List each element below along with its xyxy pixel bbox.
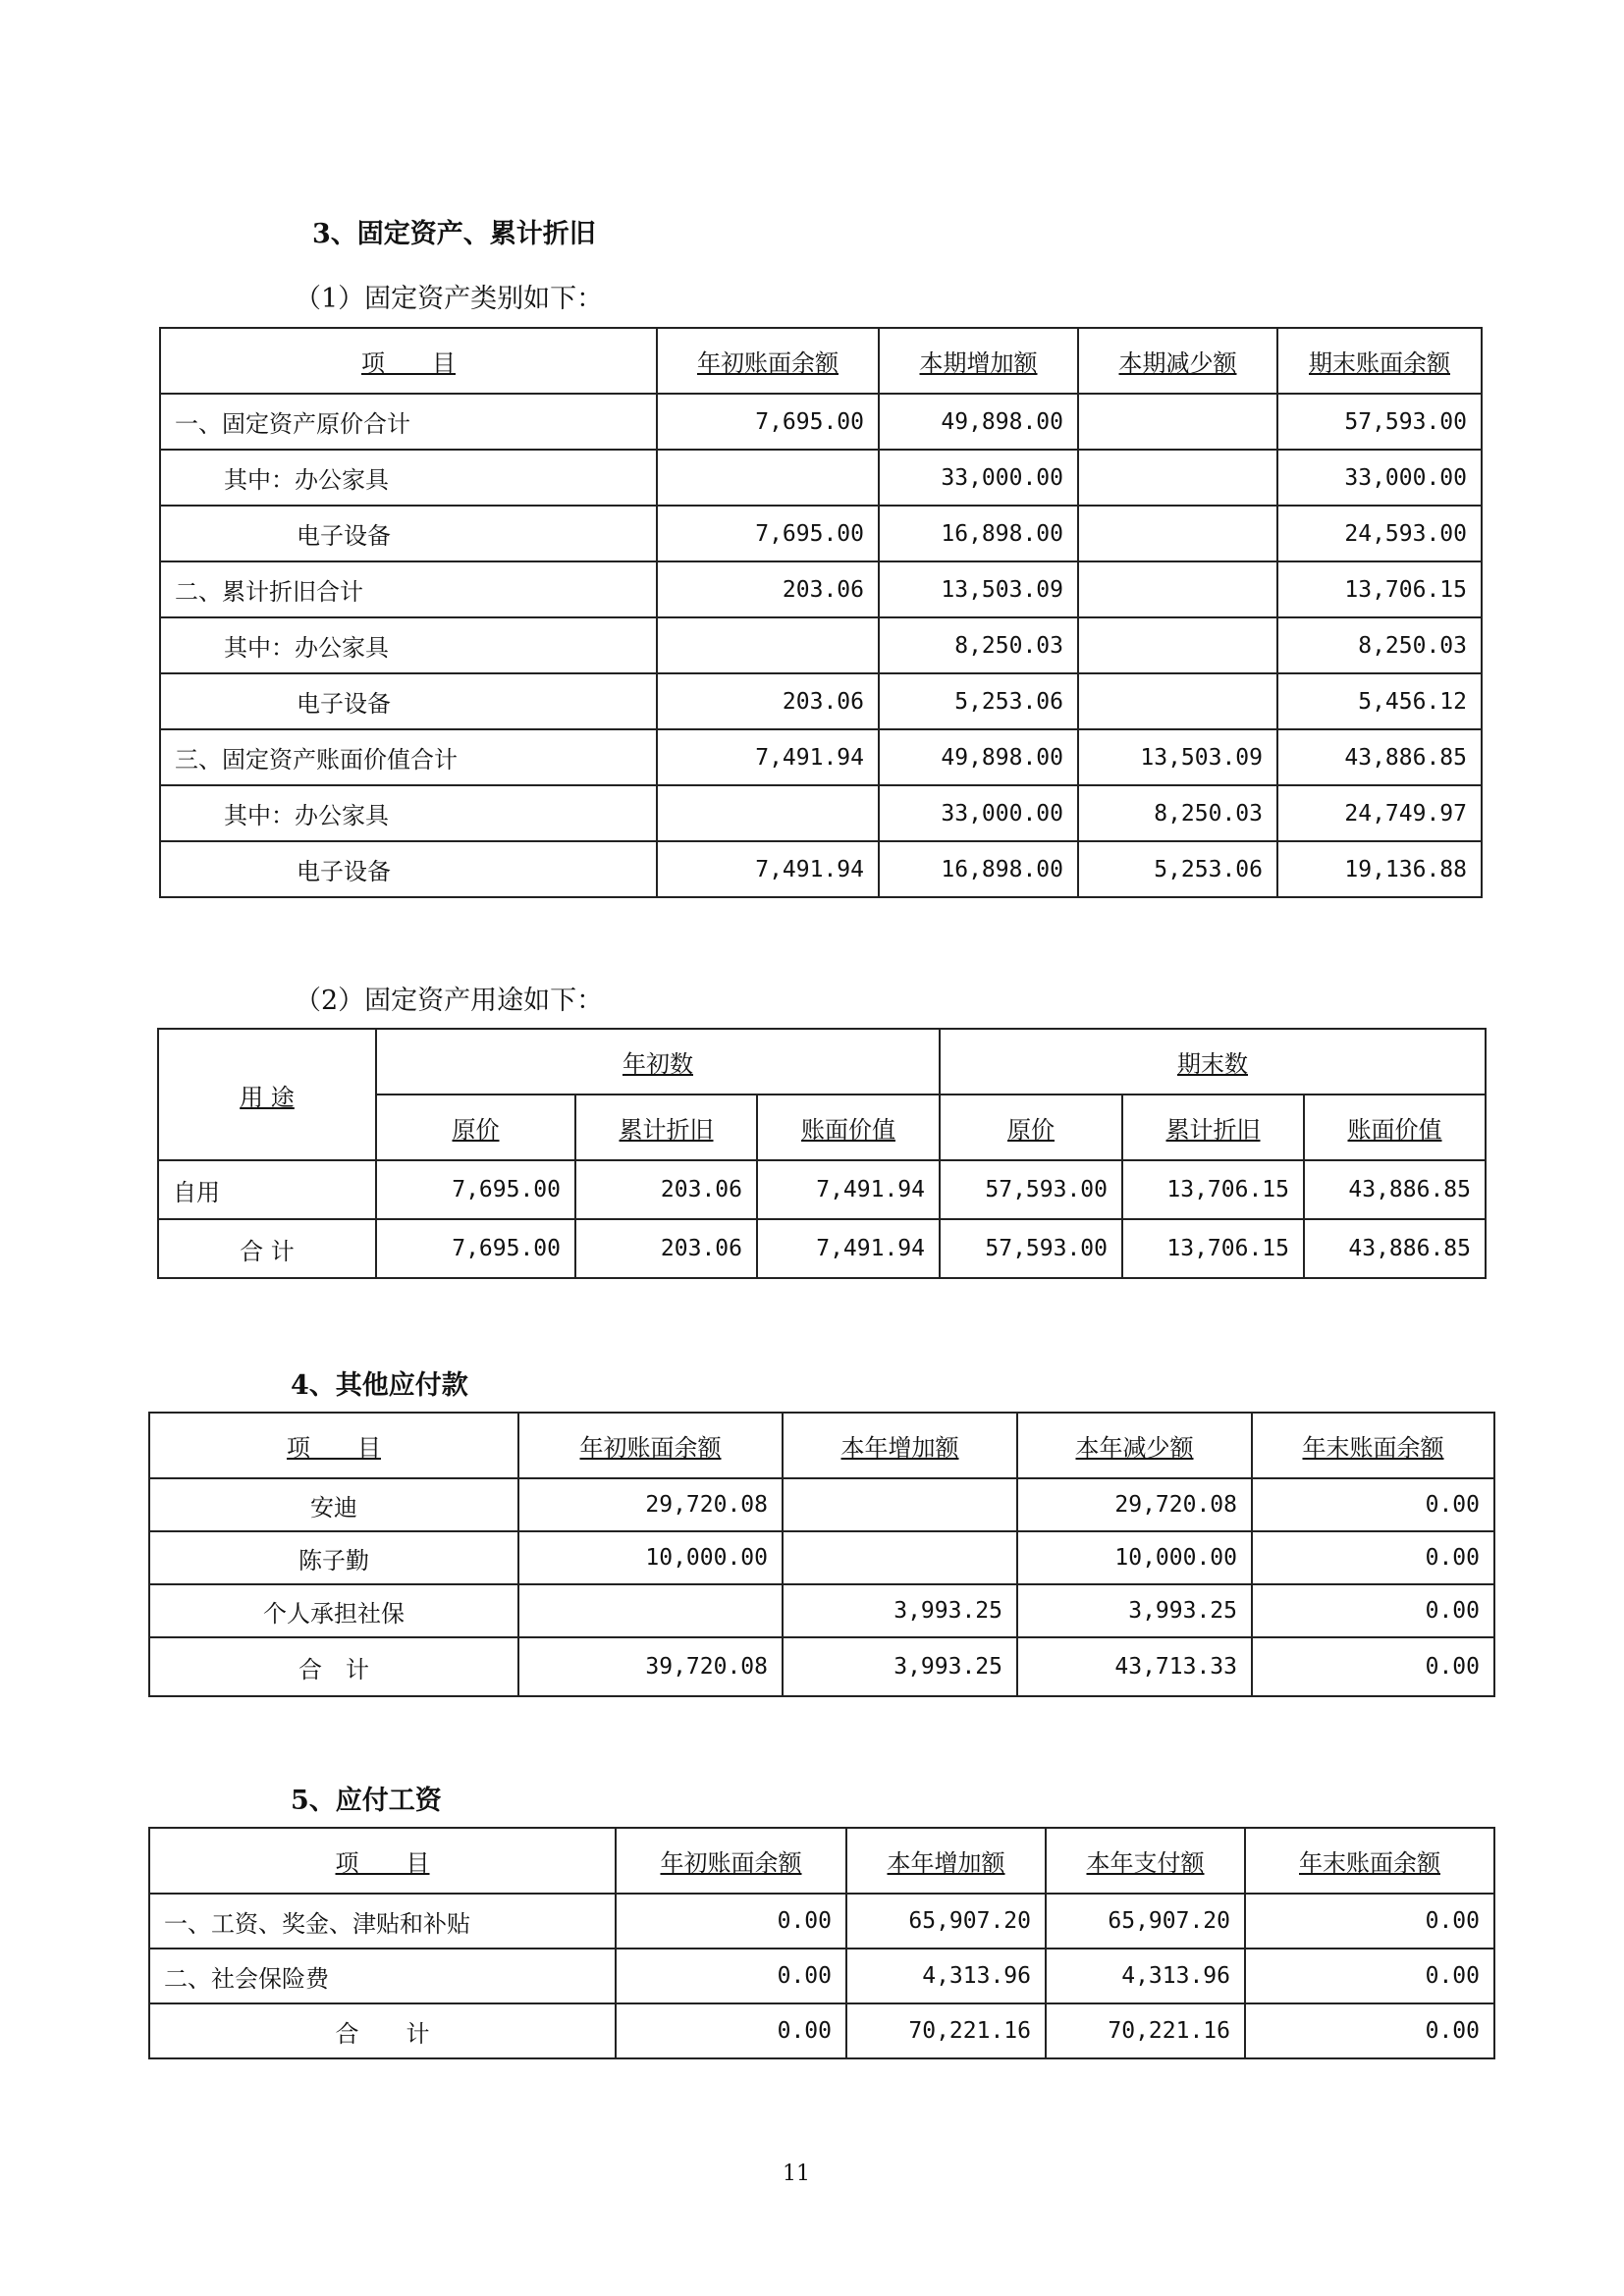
cell: 16,898.00 — [879, 506, 1078, 561]
col-header: 本年增加额 — [783, 1413, 1017, 1478]
cell: 203.06 — [575, 1160, 757, 1219]
section3-sub1: （1）固定资产类别如下： — [295, 284, 604, 314]
table-row — [160, 506, 1482, 561]
col-header: 年末账面余额 — [1245, 1828, 1494, 1894]
cell: 13,706.15 — [1122, 1219, 1304, 1278]
table-row — [160, 785, 1482, 841]
cell: 7,491.94 — [657, 729, 879, 785]
cell — [518, 1584, 783, 1637]
table-row — [160, 394, 1482, 450]
col-header: 年初账面余额 — [518, 1413, 783, 1478]
cell: 33,000.00 — [879, 785, 1078, 841]
cell: 203.06 — [575, 1219, 757, 1278]
cell: 7,695.00 — [376, 1160, 575, 1219]
cell: 49,898.00 — [879, 729, 1078, 785]
col-header: 本年支付额 — [1046, 1828, 1245, 1894]
section5-title: 5、应付工资 — [291, 1786, 442, 1816]
col-header: 本期增加额 — [879, 328, 1078, 394]
cell: 65,907.20 — [1046, 1894, 1245, 1949]
cell: 57,593.00 — [1277, 394, 1482, 450]
col-header: 项 目 — [149, 1413, 518, 1478]
col-header: 账面价值 — [1304, 1095, 1486, 1160]
cell: 43,886.85 — [1304, 1219, 1486, 1278]
cell: 19,136.88 — [1277, 841, 1482, 897]
cell: 5,456.12 — [1277, 673, 1482, 729]
row-label: 合 计 — [149, 2003, 616, 2058]
row-label: 二、累计折旧合计 — [160, 561, 657, 617]
cell: 8,250.03 — [879, 617, 1078, 673]
table-row — [149, 1637, 1494, 1696]
cell: 7,491.94 — [757, 1219, 940, 1278]
cell: 3,993.25 — [783, 1637, 1017, 1696]
table-row — [160, 841, 1482, 897]
cell: 0.00 — [1252, 1531, 1494, 1584]
row-label: 二、社会保险费 — [149, 1949, 616, 2003]
cell: 0.00 — [1245, 2003, 1494, 2058]
col-header: 原价 — [940, 1095, 1122, 1160]
section3-title: 3、固定资产、累计折旧 — [312, 219, 596, 249]
table-row — [160, 561, 1482, 617]
col-header: 累计折旧 — [575, 1095, 757, 1160]
wages-payable-table — [148, 1827, 1495, 2059]
cell: 49,898.00 — [879, 394, 1078, 450]
cell: 7,695.00 — [376, 1219, 575, 1278]
cell — [657, 450, 879, 506]
row-label: 陈子勤 — [149, 1531, 518, 1584]
cell: 10,000.00 — [518, 1531, 783, 1584]
row-label: 安迪 — [149, 1478, 518, 1531]
cell — [1078, 506, 1277, 561]
col-header: 本期减少额 — [1078, 328, 1277, 394]
fixed-asset-usage-table — [157, 1028, 1487, 1279]
table-row — [160, 450, 1482, 506]
fixed-asset-category-table — [159, 327, 1483, 898]
row-label: 电子设备 — [160, 506, 657, 561]
cell: 70,221.16 — [846, 2003, 1046, 2058]
cell: 16,898.00 — [879, 841, 1078, 897]
table-row — [149, 1478, 1494, 1531]
row-label: 一、工资、奖金、津贴和补贴 — [149, 1894, 616, 1949]
cell: 33,000.00 — [1277, 450, 1482, 506]
cell: 203.06 — [657, 561, 879, 617]
cell: 29,720.08 — [518, 1478, 783, 1531]
cell: 7,491.94 — [657, 841, 879, 897]
use-header: 用 途 — [158, 1029, 376, 1160]
cell: 3,993.25 — [1017, 1584, 1252, 1637]
col-header: 年初账面余额 — [657, 328, 879, 394]
row-label: 一、固定资产原价合计 — [160, 394, 657, 450]
cell: 13,503.09 — [1078, 729, 1277, 785]
cell: 65,907.20 — [846, 1894, 1046, 1949]
row-label: 其中：办公家具 — [160, 617, 657, 673]
cell — [1078, 394, 1277, 450]
cell: 7,491.94 — [757, 1160, 940, 1219]
row-label: 合 计 — [149, 1637, 518, 1696]
col-header: 期末账面余额 — [1277, 328, 1482, 394]
col-header: 项 目 — [160, 328, 657, 394]
cell: 33,000.00 — [879, 450, 1078, 506]
page-number: 11 — [783, 2162, 810, 2186]
cell: 13,503.09 — [879, 561, 1078, 617]
cell — [657, 785, 879, 841]
table-row — [149, 1894, 1494, 1949]
cell: 43,886.85 — [1304, 1160, 1486, 1219]
other-payables-table — [148, 1412, 1495, 1697]
table-row — [149, 1584, 1494, 1637]
group-header-start: 年初数 — [376, 1029, 940, 1095]
cell: 43,713.33 — [1017, 1637, 1252, 1696]
col-header: 本年减少额 — [1017, 1413, 1252, 1478]
col-header: 项 目 — [149, 1828, 616, 1894]
table-row — [160, 617, 1482, 673]
cell: 39,720.08 — [518, 1637, 783, 1696]
cell — [1078, 617, 1277, 673]
cell: 0.00 — [616, 1894, 846, 1949]
col-header: 年末账面余额 — [1252, 1413, 1494, 1478]
cell — [657, 617, 879, 673]
row-label: 个人承担社保 — [149, 1584, 518, 1637]
table-row — [149, 2003, 1494, 2058]
cell — [1078, 673, 1277, 729]
cell: 8,250.03 — [1277, 617, 1482, 673]
col-header: 账面价值 — [757, 1095, 940, 1160]
row-label: 三、固定资产账面价值合计 — [160, 729, 657, 785]
table-row — [158, 1219, 1486, 1278]
row-label: 其中：办公家具 — [160, 785, 657, 841]
cell: 29,720.08 — [1017, 1478, 1252, 1531]
cell: 0.00 — [616, 2003, 846, 2058]
cell: 0.00 — [1245, 1949, 1494, 2003]
cell: 43,886.85 — [1277, 729, 1482, 785]
row-label: 电子设备 — [160, 673, 657, 729]
col-header: 累计折旧 — [1122, 1095, 1304, 1160]
cell: 10,000.00 — [1017, 1531, 1252, 1584]
row-label: 合 计 — [158, 1219, 376, 1278]
cell: 8,250.03 — [1078, 785, 1277, 841]
cell: 203.06 — [657, 673, 879, 729]
section4-title: 4、其他应付款 — [291, 1370, 468, 1401]
row-label: 自用 — [158, 1160, 376, 1219]
table-row — [160, 673, 1482, 729]
cell: 13,706.15 — [1122, 1160, 1304, 1219]
cell: 0.00 — [616, 1949, 846, 2003]
cell — [1078, 561, 1277, 617]
cell: 70,221.16 — [1046, 2003, 1245, 2058]
cell: 0.00 — [1252, 1584, 1494, 1637]
col-header: 年初账面余额 — [616, 1828, 846, 1894]
cell: 24,593.00 — [1277, 506, 1482, 561]
table-row — [149, 1531, 1494, 1584]
cell: 5,253.06 — [1078, 841, 1277, 897]
group-header-end: 期末数 — [940, 1029, 1486, 1095]
cell: 24,749.97 — [1277, 785, 1482, 841]
row-label: 电子设备 — [160, 841, 657, 897]
section3-sub2: （2）固定资产用途如下： — [295, 986, 604, 1016]
cell — [783, 1531, 1017, 1584]
cell: 7,695.00 — [657, 506, 879, 561]
cell: 3,993.25 — [783, 1584, 1017, 1637]
cell — [1078, 450, 1277, 506]
col-header: 本年增加额 — [846, 1828, 1046, 1894]
col-header: 原价 — [376, 1095, 575, 1160]
cell: 4,313.96 — [846, 1949, 1046, 2003]
cell: 57,593.00 — [940, 1160, 1122, 1219]
table-row — [158, 1160, 1486, 1219]
table-row — [160, 729, 1482, 785]
table-row — [149, 1949, 1494, 2003]
cell: 0.00 — [1245, 1894, 1494, 1949]
cell: 0.00 — [1252, 1637, 1494, 1696]
cell — [783, 1478, 1017, 1531]
cell: 5,253.06 — [879, 673, 1078, 729]
row-label: 其中：办公家具 — [160, 450, 657, 506]
cell: 57,593.00 — [940, 1219, 1122, 1278]
cell: 0.00 — [1252, 1478, 1494, 1531]
cell: 7,695.00 — [657, 394, 879, 450]
cell: 4,313.96 — [1046, 1949, 1245, 2003]
cell: 13,706.15 — [1277, 561, 1482, 617]
